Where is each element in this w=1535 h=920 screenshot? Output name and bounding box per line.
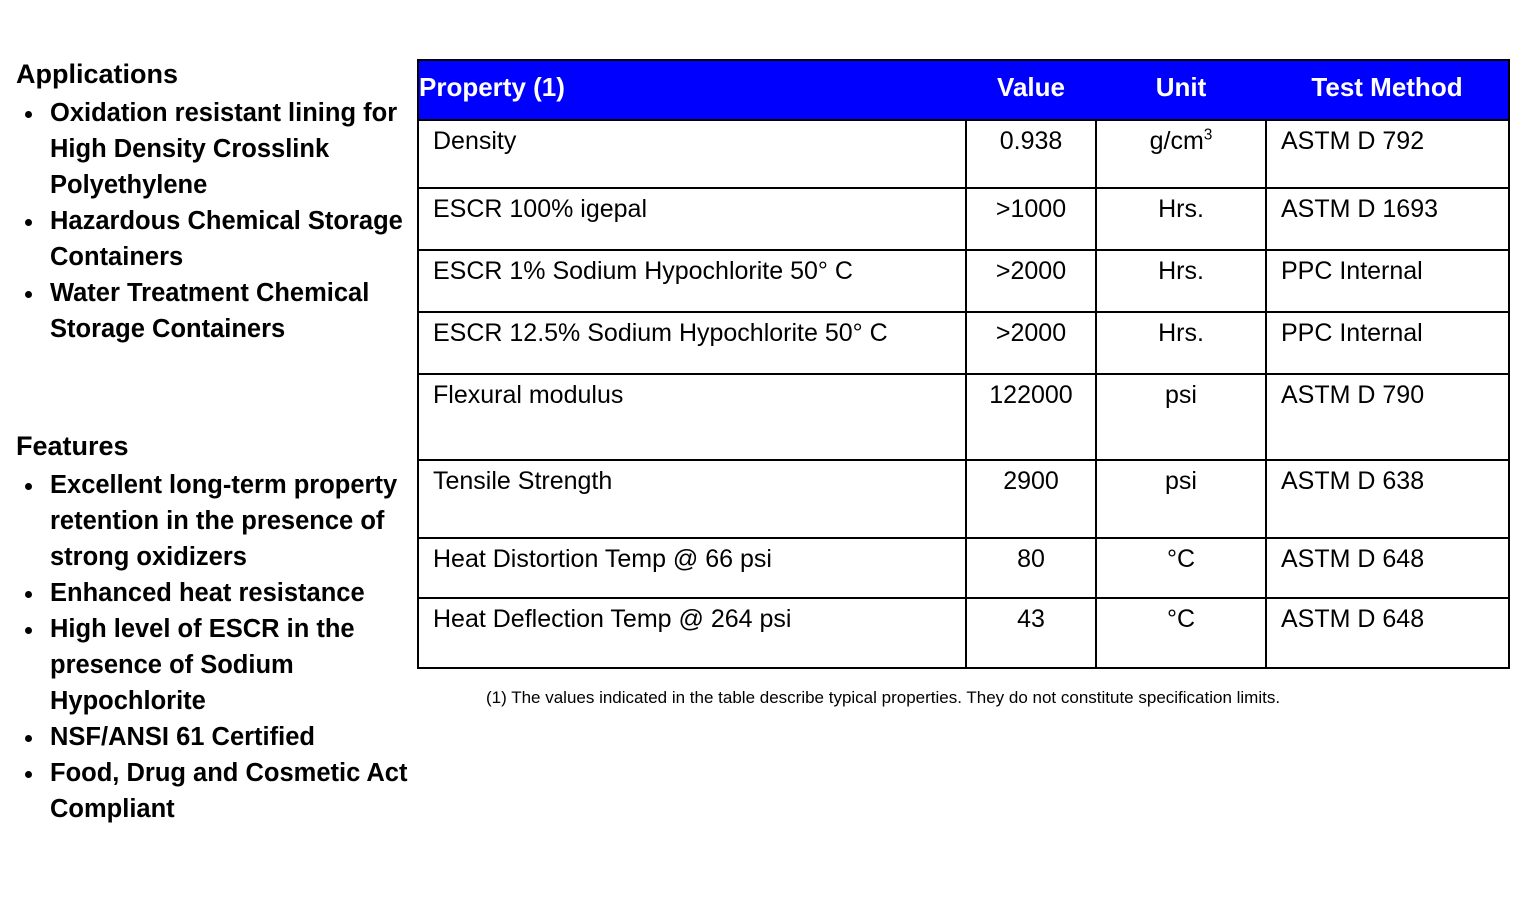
cell-property: Heat Deflection Temp @ 264 psi [418,598,966,668]
table-row [418,374,1509,460]
unit-text: Hrs. [1158,319,1204,347]
cell-test-method: ASTM D 648 [1266,538,1509,598]
cell-property: Heat Distortion Temp @ 66 psi [418,538,966,598]
cell-unit [1096,598,1266,668]
unit-text: g/cm [1149,127,1204,155]
cell-unit [1096,538,1266,598]
list-item: NSF/ANSI 61 Certified [0,719,418,755]
cell-value: 80 [966,538,1096,598]
cell-property: ESCR 100% igepal [418,188,966,250]
cell-unit [1096,374,1266,460]
cell-property: Tensile Strength [418,460,966,538]
cell-property: ESCR 12.5% Sodium Hypochlorite 50° C [418,312,966,374]
applications-bullet-list [0,95,418,347]
cell-test-method: ASTM D 1693 [1266,188,1509,250]
cell-test-method: PPC Internal [1266,312,1509,374]
list-item: Oxidation resistant lining for High Density Crosslink Polyethylene [0,95,418,203]
cell-value: 43 [966,598,1096,668]
column-header-value: Value [966,60,1096,120]
column-header-test-method: Test Method [1266,60,1509,120]
table-row [418,538,1509,598]
table-row [418,120,1509,188]
properties-table [417,59,1510,669]
cell-property: Flexural modulus [418,374,966,460]
cell-value: 0.938 [966,120,1096,188]
cell-value: 2900 [966,460,1096,538]
unit-text: °C [1166,545,1196,573]
table-row [418,312,1509,374]
cell-value: >2000 [966,250,1096,312]
cell-value: 122000 [966,374,1096,460]
list-item: High level of ESCR in the presence of Sodium Hypochlorite [0,611,418,719]
cell-value: >1000 [966,188,1096,250]
table-body [418,120,1509,668]
cell-property: Density [418,120,966,188]
list-item: Excellent long-term property retention in the presence of strong oxidizers [0,467,418,575]
table-header-row [418,60,1509,120]
cell-test-method: ASTM D 790 [1266,374,1509,460]
unit-text: psi [1165,467,1197,495]
applications-heading: Applications [16,59,179,89]
unit-text: Hrs. [1158,257,1204,285]
column-header-unit: Unit [1096,60,1266,120]
table-row [418,460,1509,538]
list-item: Water Treatment Chemical Storage Containers [0,275,418,347]
list-item: Hazardous Chemical Storage Containers [0,203,418,275]
cell-test-method: PPC Internal [1266,250,1509,312]
cell-property: ESCR 1% Sodium Hypochlorite 50° C [418,250,966,312]
cell-test-method: ASTM D 648 [1266,598,1509,668]
cell-unit [1096,120,1266,188]
unit-superscript: 3 [1203,126,1213,144]
features-heading: Features [16,431,129,461]
cell-unit [1096,188,1266,250]
column-header-property: Property (1) [418,60,966,120]
table-footnote: (1) The values indicated in the table describe typical properties. They do not constitute specification limits. [486,688,1281,707]
left-content-panel [0,0,418,920]
table-row [418,598,1509,668]
cell-value: >2000 [966,312,1096,374]
cell-test-method: ASTM D 638 [1266,460,1509,538]
cell-unit [1096,312,1266,374]
features-bullet-list [0,467,418,827]
unit-text: °C [1166,605,1196,633]
unit-text: psi [1165,381,1197,409]
table-row [418,250,1509,312]
unit-text: Hrs. [1158,195,1204,223]
properties-table-container [417,59,1508,669]
list-item: Enhanced heat resistance [0,575,418,611]
cell-unit [1096,250,1266,312]
list-item: Food, Drug and Cosmetic Act Compliant [0,755,418,827]
table-row [418,188,1509,250]
cell-test-method: ASTM D 792 [1266,120,1509,188]
cell-unit [1096,460,1266,538]
